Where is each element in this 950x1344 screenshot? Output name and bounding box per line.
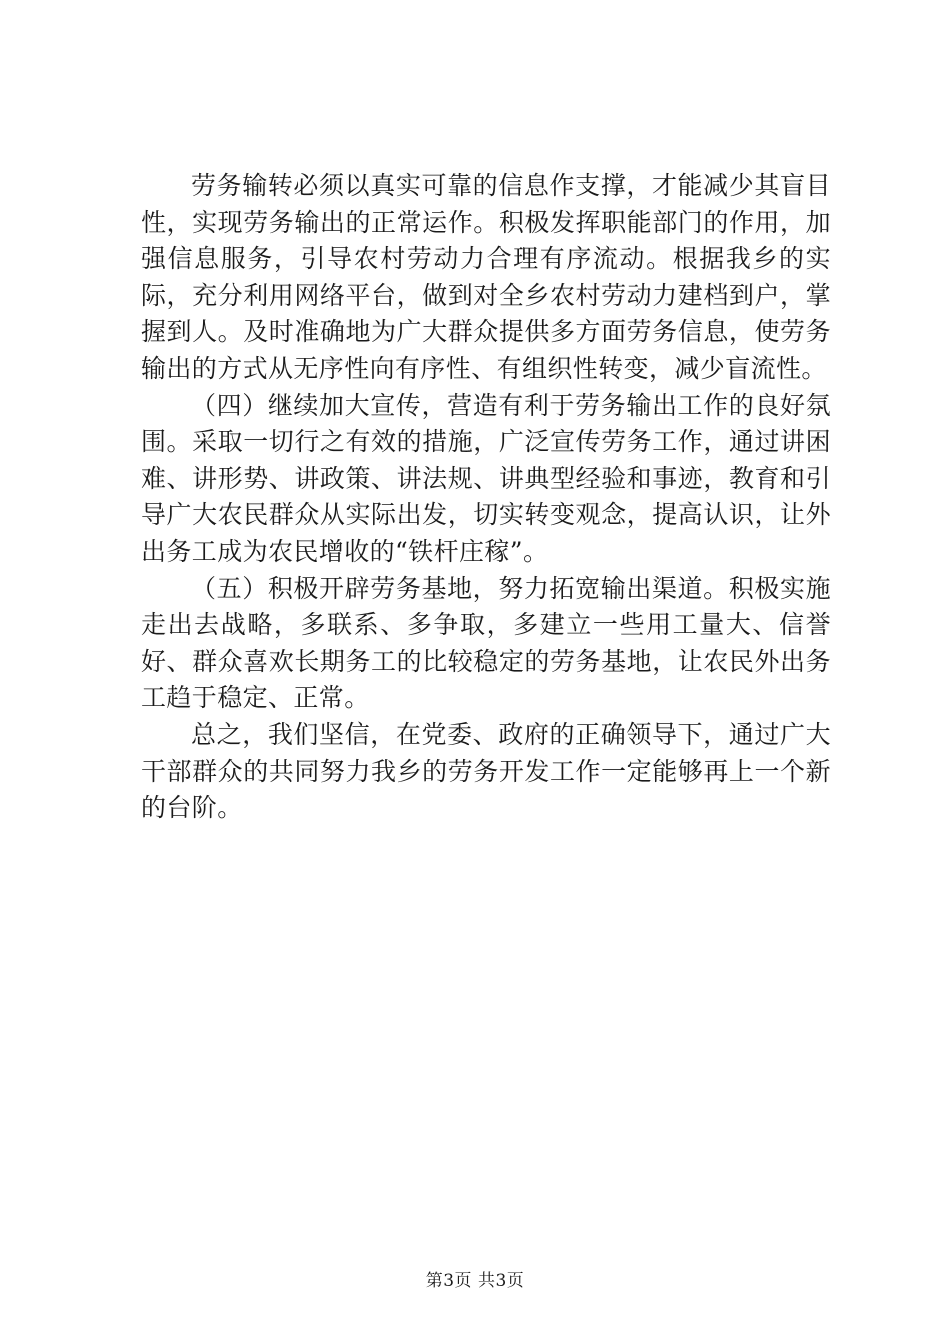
document-body	[141, 168, 831, 827]
paragraph-conclusion: 总之，我们坚信，在党委、政府的正确领导下，通过广大干部群众的共同努力我乡的劳务开发工作一定能够再上一个新的台阶。	[141, 719, 831, 823]
page-number-footer: 第3页 共3页	[425, 1271, 525, 1291]
paragraph-publicity: （四）继续加大宣传，营造有利于劳务输出工作的良好氛围。采取一切行之有效的措施，广泛宣传劳务工作，通过讲困难、讲形势、讲政策、讲法规、讲典型经验和事迹，教育和引导广大农民群众从实际出发，切实转变观念，提高认识，让外出务工成为农民增收的“铁杆庄稼”。	[141, 390, 831, 566]
paragraph-labor-base: （五）积极开辟劳务基地，努力拓宽输出渠道。积极实施走出去战略，多联系、多争取，多建立一些用工量大、信誉好、群众喜欢长期务工的比较稳定的劳务基地，让农民外出务工趋于稳定、正常。	[141, 573, 831, 713]
paragraph-info-service: 劳务输转必须以真实可靠的信息作支撑，才能减少其盲目性，实现劳务输出的正常运作。积极发挥职能部门的作用，加强信息服务，引导农村劳动力合理有序流动。根据我乡的实际，充分利用网络平台，做到对全乡农村劳动力建档到户，掌握到人。及时准确地为广大群众提供多方面劳务信息，使劳务输出的方式从无序性向有序性、有组织性转变，减少盲流性。	[141, 171, 831, 383]
